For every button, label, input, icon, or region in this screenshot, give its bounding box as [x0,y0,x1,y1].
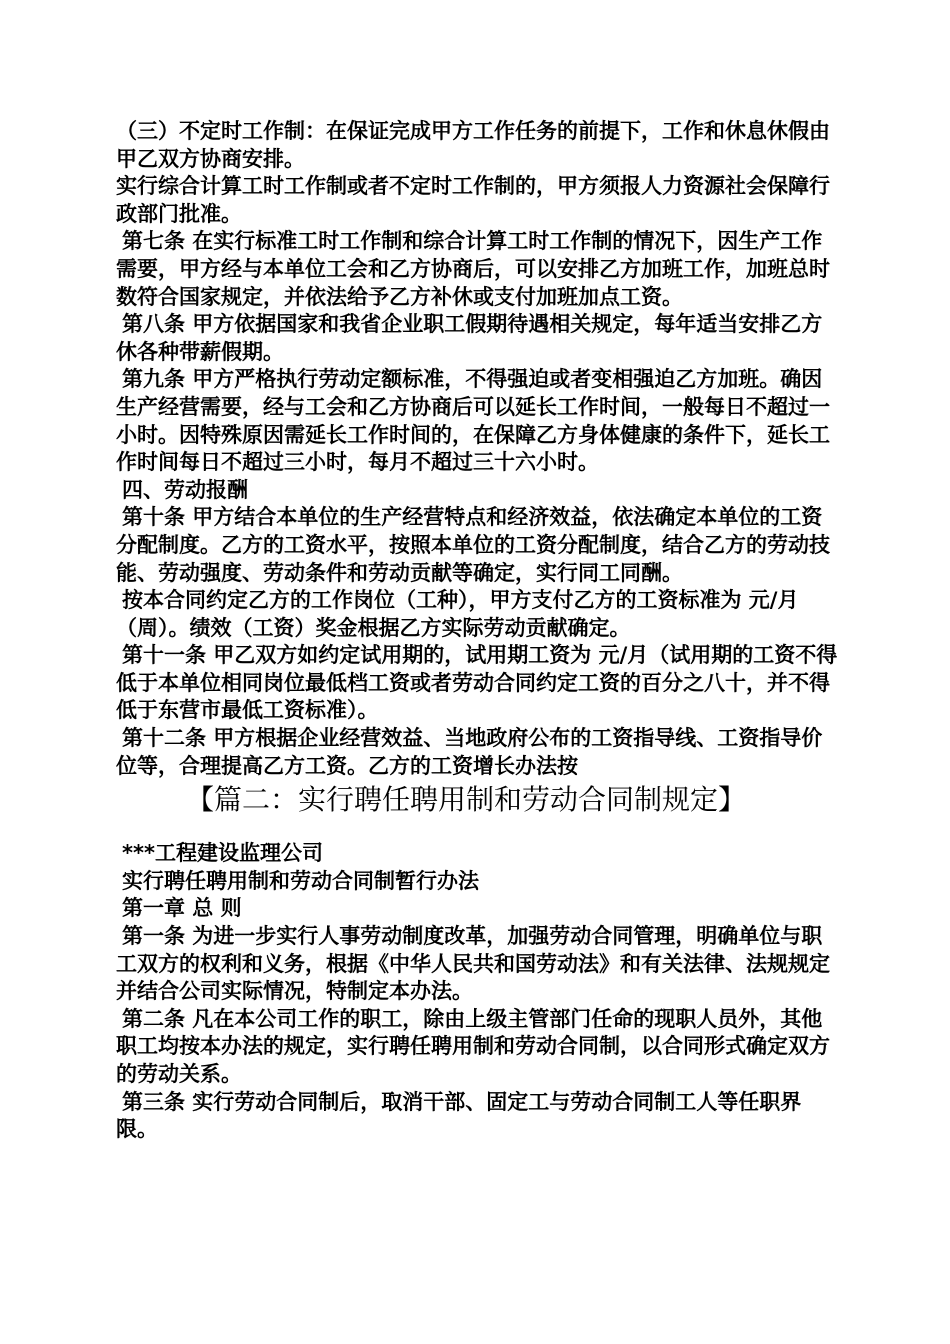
paragraph-article-8: 第八条 甲方依据国家和我省企业职工假期待遇相关规定，每年适当安排乙方休各种带薪假期。 [116,312,823,364]
document-title: 实行聘任聘用制和劳动合同制暂行办法 [122,868,479,893]
paragraph-article-7: 第七条 在实行标准工时工作制和综合计算工时工作制的情况下，因生产工作需要，甲方经与本单位工会和乙方协商后，可以安排乙方加班工作，加班总时数符合国家规定，并依法给予乙方补休或支付加班加点工资。 [116,229,830,309]
paragraph-article-9: 第九条 甲方严格执行劳动定额标准，不得强迫或者变相强迫乙方加班。确因生产经营需要，经与工会和乙方协商后可以延长工作时间，一般每日不超过一小时。因特殊原因需延长工作时间的，在保障乙方身体健康的条件下，延长工作时间每日不超过三小时，每月不超过三十六小时。 [116,367,830,475]
section-heading: 【篇二：实行聘任聘用制和劳动合同制规定】 [186,783,747,817]
heading-labor-remuneration: 四、劳动报酬 [122,477,248,502]
paragraph-irregular-hours: （三）不定时工作制：在保证完成甲方工作任务的前提下，工作和休息休假由甲乙双方协商安排。 [116,119,830,171]
paragraph-approval: 实行综合计算工时工作制或者不定时工作制的，甲方须报人力资源社会保障行政部门批准。 [116,174,830,226]
chapter-heading: 第一章 总 则 [122,896,242,921]
paragraph-article-2: 第二条 凡在本公司工作的职工，除由上级主管部门任命的现职人员外，其他职工均按本办法的规定，实行聘任聘用制和劳动合同制，以合同形式确定双方的劳动关系。 [116,1006,830,1086]
document-body [116,118,840,1144]
company-name: ***工程建设监理公司 [122,841,323,866]
paragraph-article-10: 第十条 甲方结合本单位的生产经营特点和经济效益，依法确定本单位的工资分配制度。乙方的工资水平，按照本单位的工资分配制度，结合乙方的劳动技能、劳动强度、劳动条件和劳动贡献等确定，实行同工同酬。 [116,505,830,585]
paragraph-article-12: 第十二条 甲方根据企业经营效益、当地政府公布的工资指导线、工资指导价位等，合理提高乙方工资。乙方的工资增长办法按 [116,726,823,778]
paragraph-article-1: 第一条 为进一步实行人事劳动制度改革，加强劳动合同管理，明确单位与职工双方的权利和义务，根据《中华人民共和国劳动法》和有关法律、法规规定并结合公司实际情况，特制定本办法。 [116,924,830,1004]
paragraph-article-3: 第三条 实行劳动合同制后，取消干部、固定工与劳动合同制工人等任职界限。 [116,1089,802,1142]
paragraph-wage-standard: 按本合同约定乙方的工作岗位（工种），甲方支付乙方的工资标准为 元/月（周）。绩效（工资）奖金根据乙方实际劳动贡献确定。 [116,588,799,640]
paragraph-article-11: 第十一条 甲乙双方如约定试用期的，试用期工资为 元/月（试用期的工资不得低于本单位相同岗位最低档工资或者劳动合同约定工资的百分之八十，并不得低于东营市最低工资标准）。 [116,643,838,723]
